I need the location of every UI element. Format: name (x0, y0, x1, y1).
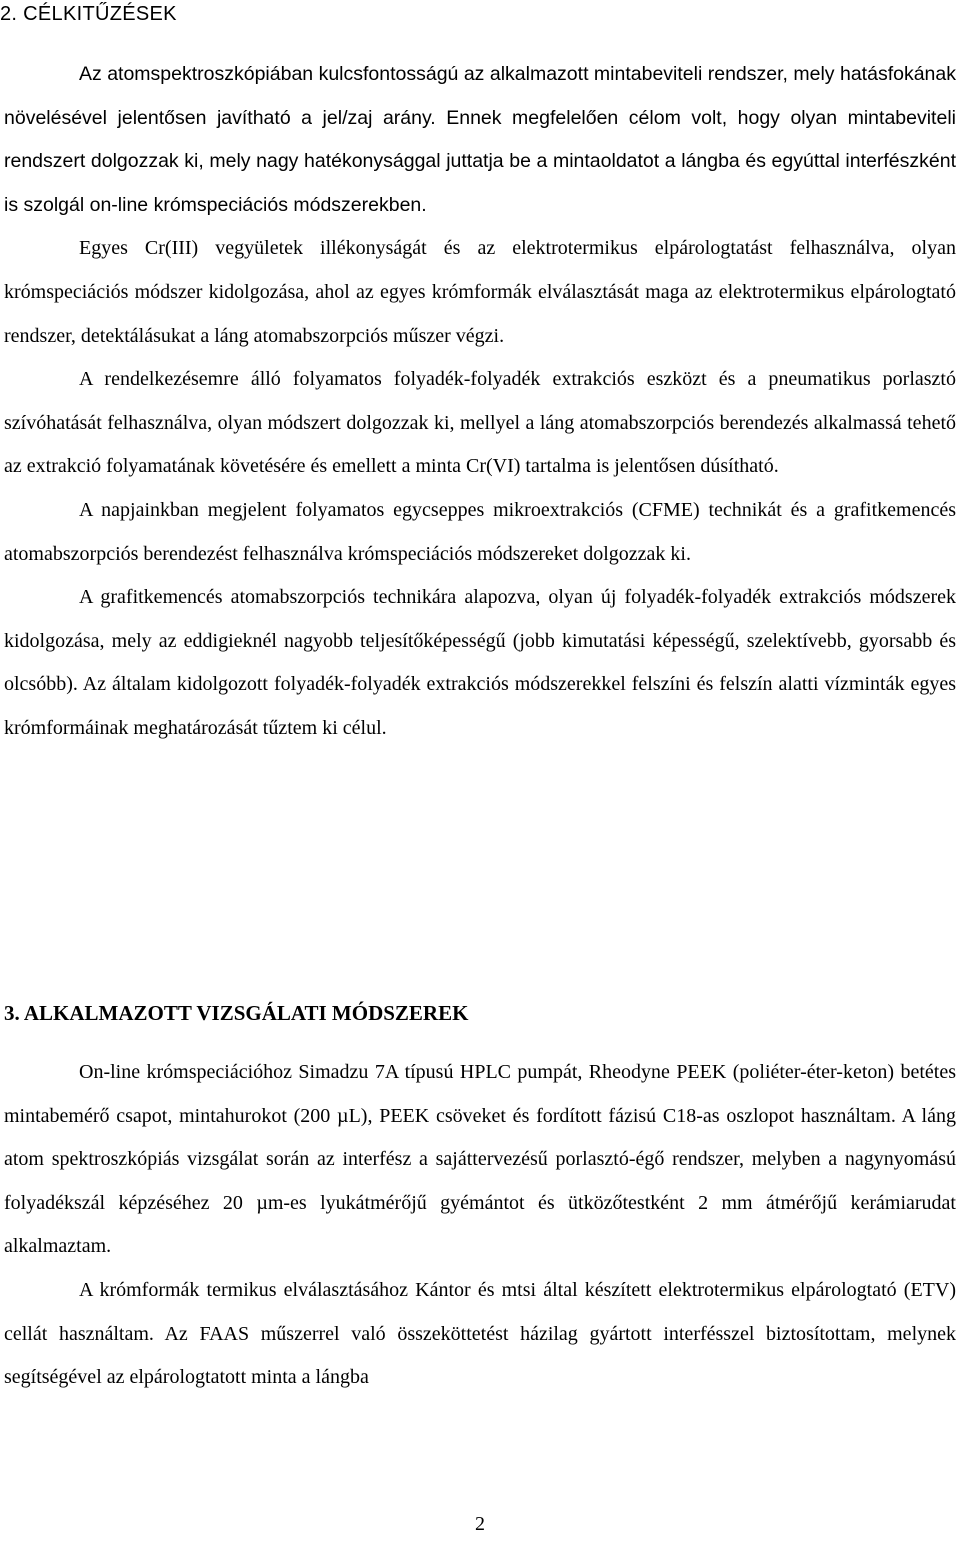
paragraph-methods-etv-cell: A krómformák termikus elválasztásához Kántor és mtsi által készített elektrotermikus elpárologtató (ETV) cellát használtam. Az FAAS műszerrel való összeköttetést házilag gyártott interfésszel biztosítottam, melynek segítségével az elpárologtatott minta a lángba (4, 1278, 956, 1389)
paragraph-aim-etv-speciation: Egyes Cr(III) vegyületek illékonyságát és az elektrotermikus elpárologtatást felhasználva, olyan krómspeciációs módszer kidolgozása, ahol az egyes krómformák elválasztását maga az elektrotermikus elpárologtató rendszer, detektálásukat a láng atomabszorpciós műszer végzi. (4, 237, 956, 347)
paragraph-methods-online-speciation: On-line krómspeciációhoz Simadzu 7A típusú HPLC pumpát, Rheodyne PEEK (poliéter-éter-keton) betétes mintabemérő csapot, mintahurokot (200 µL), PEEK csöveket és fordított fázisú C18-as oszlopot használtam. A láng atom spektroszkópiás vizsgálat során az interfész a sajáttervezésű porlasztó-égő rendszer, melyben a nagynyomású folyadékszál képzéséhez 20 µm-es lyukátmérőjű gyémántot és ütközőtestként 2 mm átmérőjű kerámiarudat alkalmaztam. (4, 1061, 956, 1258)
paragraph-aim-continuous-extraction: A rendelkezésemre álló folyamatos folyadék-folyadék extrakciós eszközt és a pneumatikus porlasztó szívóhatását felhasználva, olyan módszert dolgozzak ki, mellyel a láng atomabszorpciós berendezés alkalmassá tehető az extrakció folyamatának követésére és emellett a minta Cr(VI) tartalma is jelentősen dúsítható. (4, 368, 956, 478)
paragraph-aim-sample-introduction: Az atomspektroszkópiában kulcsfontosságú az alkalmazott mintabeviteli rendszer, mely hatásfokának növelésével jelentősen javítható a jel/zaj arány. Ennek megfelelően célom volt, hogy olyan mintabeviteli rendszert dolgozzak ki, mely nagy hatékonysággal juttatja be a mintaoldatot a lángba és egyúttal interfészként is szolgál on-line krómspeciációs módszerekben. (4, 63, 956, 216)
page-number: 2 (475, 1513, 485, 1535)
section-3-body (4, 1051, 956, 1400)
section-3-heading: 3. ALKALMAZOTT VIZSGÁLATI MÓDSZEREK (4, 1001, 469, 1025)
paragraph-aim-gfaas-extraction: A grafitkemencés atomabszorpciós technikára alapozva, olyan új folyadék-folyadék extrakciós módszerek kidolgozása, mely az eddigieknél nagyobb teljesítőképességű (jobb kimutatási képességű, szelektívebb, gyorsabb és olcsóbb). Az általam kidolgozott folyadék-folyadék extrakciós módszerekkel felszíni és felszín alatti vízminták egyes krómformáinak meghatározását tűztem ki célul. (4, 586, 956, 739)
section-2-heading: 2. CÉLKITŰZÉSEK (0, 3, 177, 25)
section-2-body (4, 53, 956, 751)
paragraph-aim-cfme: A napjainkban megjelent folyamatos egycseppes mikroextrakciós (CFME) technikát és a grafitkemencés atomabszorpciós berendezést felhasználva krómspeciációs módszereket dolgozzak ki. (4, 498, 956, 565)
